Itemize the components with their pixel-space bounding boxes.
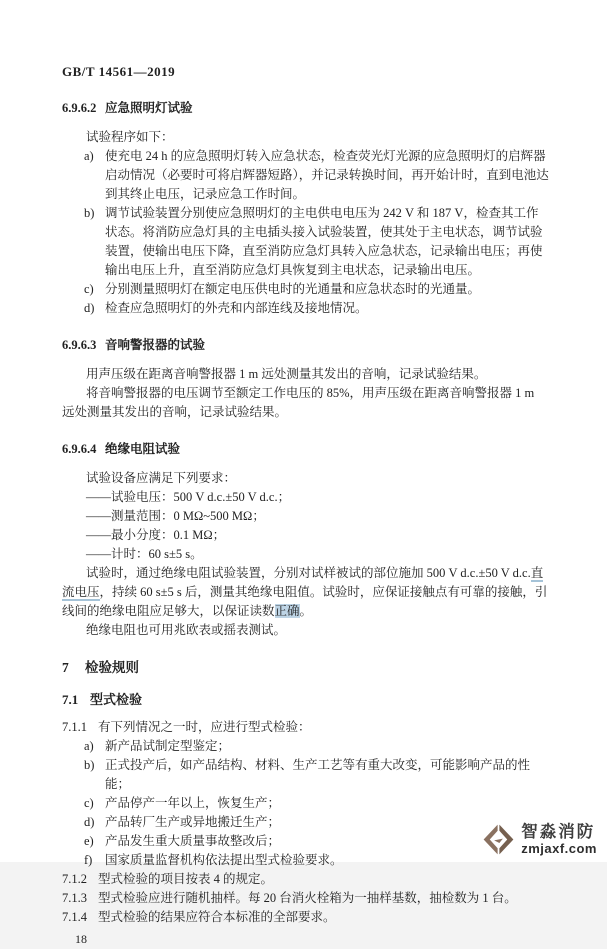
list-item-text: 新产品试制定型鉴定； [105, 739, 231, 753]
list-item-label: a) [84, 149, 94, 163]
list-item-label: f) [84, 853, 93, 867]
list-item-text: 国家质量监督机构依法提出型式检验要求。 [105, 853, 343, 867]
section-number: 6.9.6.3 [62, 338, 97, 352]
section-title: 检验规则 [85, 660, 139, 675]
list-item-text: 调节试验装置分别使应急照明灯的主电供电电压为 242 V 和 187 V，检查其工作状态。将消防应急灯具的主电插头接入试验装置，使其处于主电状态，调节试验装置，使输出电压下降，直至消防应急灯具转入应急状态，记录输出电压；再使输出电压上升，直至消防应急灯具恢复到主电状态，记录输出电压。 [105, 206, 543, 277]
watermark-site-url: zmjaxf.com [521, 841, 597, 857]
watermark-brand: 智淼消防 [521, 822, 596, 841]
dash-list-item: ——测量范围：0 MΩ~500 MΩ； [86, 509, 265, 523]
doc-code: GB/T 14561—2019 [62, 64, 176, 79]
paragraph: 用声压级在距离音响警报器 1 m 远处测量其发出的音响，记录试验结果。 [86, 367, 487, 381]
list-item [62, 280, 549, 299]
clause-number: 7.1.2 [62, 872, 87, 886]
list-item-text: 分别测量照明灯在额定电压供电时的光通量和应急状态时的光通量。 [105, 282, 481, 296]
section-number: 6.9.6.2 [62, 101, 97, 115]
underlined-text: 直流电压 [62, 566, 544, 599]
clause-713 [62, 889, 549, 908]
clause-712 [62, 870, 549, 889]
clause-number: 7.1.3 [62, 891, 87, 905]
list-item-text: 使充电 24 h 的应急照明灯转入应急状态，检查荧光灯光源的应急照明灯的启辉器启动情况（必要时可将启辉器短路），并记录转换时间，再开始计时，直到电池达到其终止电压，记录应急工作时间。 [105, 149, 549, 201]
list-item [62, 204, 549, 280]
clause-text: 型式检验应进行随机抽样。每 20 台消火栓箱为一抽样基数，抽检数为 1 台。 [98, 891, 517, 905]
section-number: 7 [62, 660, 69, 675]
section-title: 绝缘电阻试验 [105, 442, 181, 456]
zhimiao-logo-icon [481, 822, 516, 857]
list-item [62, 832, 549, 851]
document-content [62, 62, 549, 949]
list-item-label: e) [84, 834, 94, 848]
section-7-heading [62, 658, 549, 677]
section-71-heading [62, 690, 549, 709]
clause-text: 型式检验的项目按表 4 的规定。 [98, 872, 274, 886]
list-item [62, 813, 549, 832]
list-item [62, 299, 549, 318]
list-item [62, 147, 549, 204]
list-item-text: 产品转厂生产或异地搬迁生产； [105, 815, 281, 829]
list-item [62, 737, 549, 756]
lettered-list [62, 737, 549, 870]
list-item [62, 794, 549, 813]
dash-list-item: ——最小分度：0.1 MΩ； [86, 528, 226, 542]
watermark-text [521, 824, 597, 856]
list-item [62, 756, 549, 794]
clause-714 [62, 908, 549, 927]
clause-number: 7.1.1 [62, 720, 87, 734]
lettered-list [62, 147, 549, 318]
paragraph-segment: ，持续 60 s±5 s 后，测量其绝缘电阻值。试验时，应保证接触点有可靠的接触，引线间的绝缘电阻应足够大，以保证读数 [62, 585, 548, 618]
list-item [62, 851, 549, 870]
list-item-text: 检查应急照明灯的外壳和内部连线及接地情况。 [105, 301, 368, 315]
section-6962-heading [62, 99, 549, 118]
list-item-label: b) [84, 758, 95, 772]
list-item-label: a) [84, 739, 94, 753]
section-number: 6.9.6.4 [62, 442, 97, 456]
list-item-label: c) [84, 796, 94, 810]
dash-list-item: ——试验电压：500 V d.c.±50 V d.c.； [86, 490, 291, 504]
selection-highlighted-text: 正确 [274, 604, 300, 618]
list-item-label: b) [84, 206, 95, 220]
section-title: 型式检验 [90, 692, 143, 707]
list-item-label: c) [84, 282, 94, 296]
paragraph-segment: 试验时，通过绝缘电阻试验装置，分别对试样被试的部位施加 500 V d.c.±50 V d.c. [86, 566, 531, 580]
dash-list-item: ——计时：60 s±5 s。 [86, 547, 203, 561]
paragraph-segment: 。 [299, 604, 313, 618]
site-watermark[interactable] [481, 822, 597, 857]
section-6964-heading [62, 440, 549, 459]
section-title: 应急照明灯试验 [105, 101, 193, 115]
section-title: 音响警报器的试验 [105, 338, 206, 352]
page-number: 18 [75, 932, 87, 946]
list-item-text: 产品发生重大质量事故整改后； [105, 834, 281, 848]
section-6963-heading [62, 336, 549, 355]
section-number: 7.1 [62, 692, 79, 707]
clause-711 [62, 718, 549, 737]
clause-number: 7.1.4 [62, 910, 87, 924]
dash-list [62, 488, 549, 564]
list-item-label: d) [84, 301, 95, 315]
paragraph-intro: 试验程序如下： [86, 130, 174, 144]
list-item-label: d) [84, 815, 95, 829]
clause-text: 有下列情况之一时，应进行型式检验： [98, 720, 311, 734]
clause-text: 型式检验的结果应符合本标准的全部要求。 [98, 910, 336, 924]
paragraph-intro: 试验设备应满足下列要求： [86, 471, 237, 485]
list-item-text: 正式投产后，如产品结构、材料、生产工艺等有重大改变，可能影响产品的性能； [105, 758, 531, 791]
paragraph [62, 564, 549, 621]
paragraph: 绝缘电阻也可用兆欧表或摇表测试。 [86, 623, 287, 637]
paragraph: 将音响警报器的电压调节至额定工作电压的 85%，用声压级在距离音响警报器 1 m 远处测量其发出的音响，记录试验结果。 [62, 386, 535, 419]
list-item-text: 产品停产一年以上，恢复生产； [105, 796, 281, 810]
